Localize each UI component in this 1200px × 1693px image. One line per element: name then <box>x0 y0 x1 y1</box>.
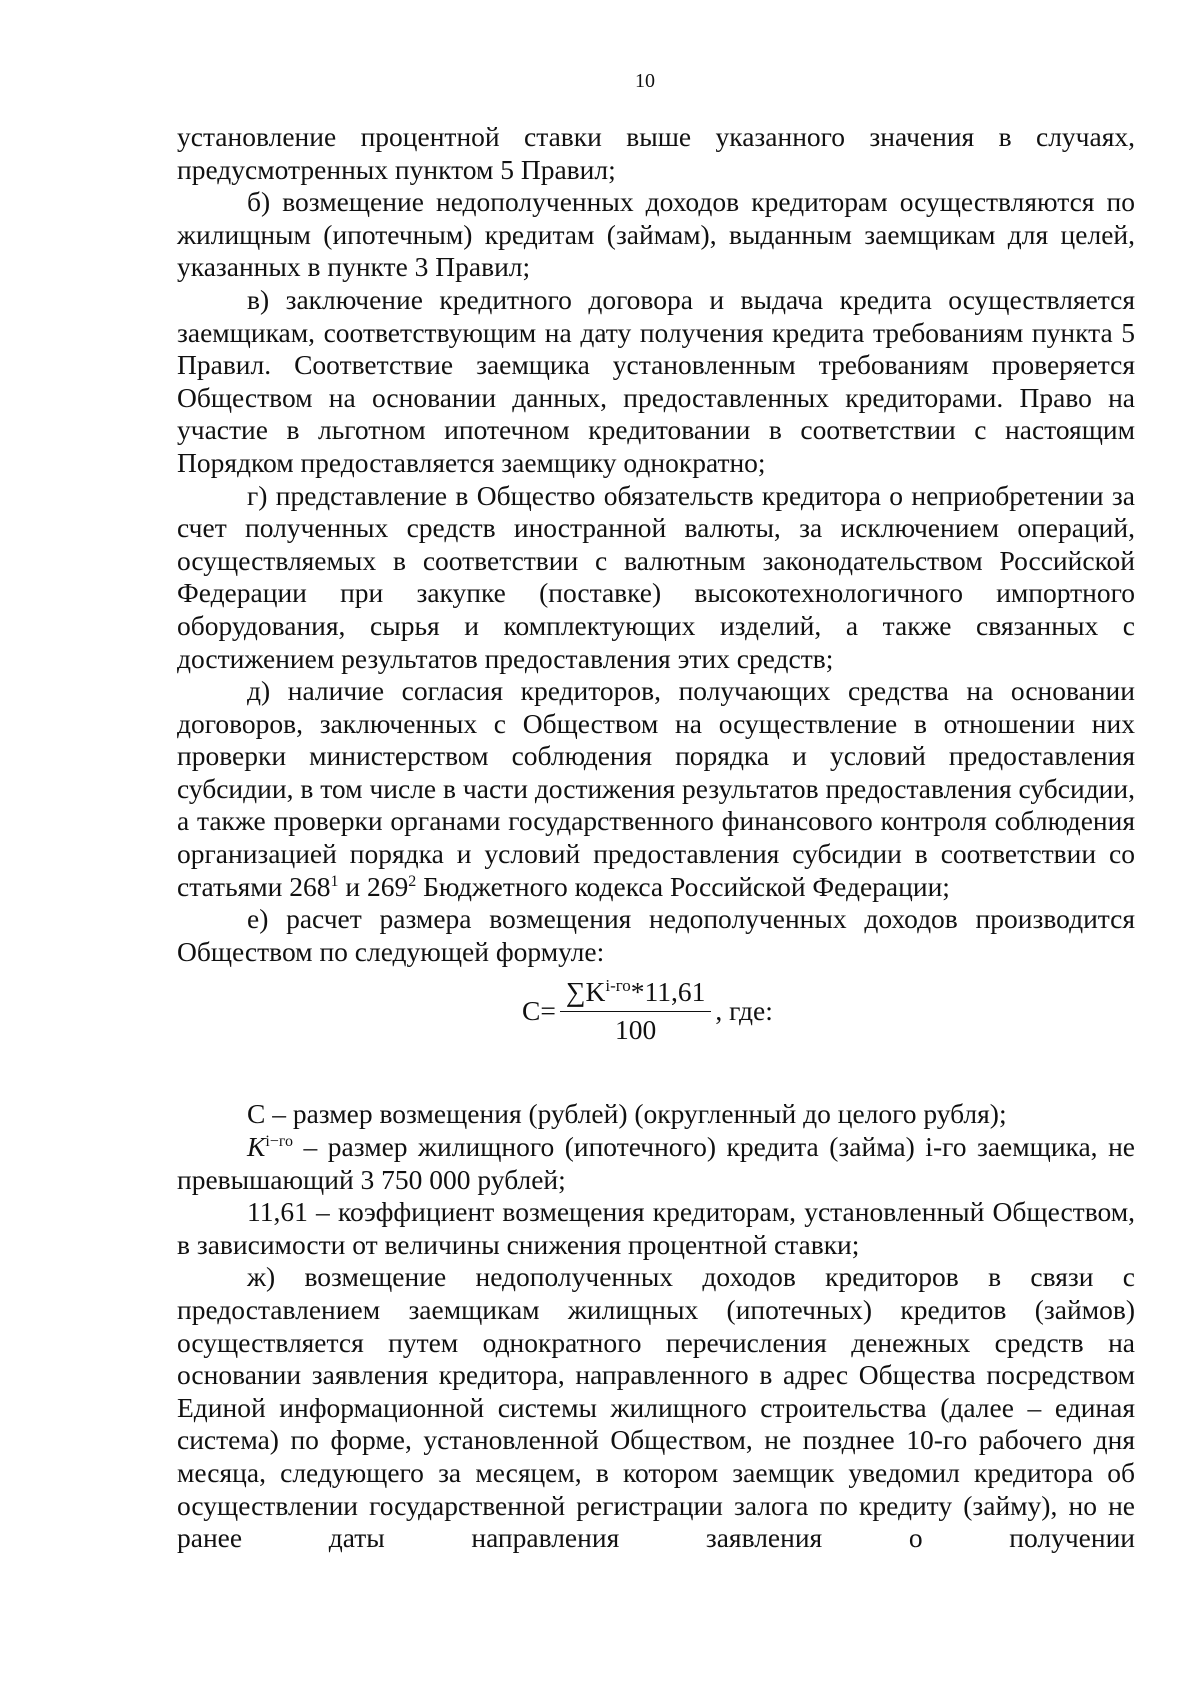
paragraph-b: б) возмещение недополученных доходов кредиторам осуществляются по жилищным (ипотечным) кредитам (займам), выданным заемщикам для целей, указанных в пункте 3 Правил; <box>177 186 1135 283</box>
definition-k-superscript: i−го <box>265 1132 293 1150</box>
page-number: 10 <box>635 70 655 92</box>
definition-c: С – размер возмещения (рублей) (округленный до целого рубля); <box>247 1098 1007 1130</box>
definition-k-text: – размер жилищного (ипотечного) кредита (займа) i-го заемщика, не превышающий 3 750 000 рублей; <box>177 1131 1135 1195</box>
paragraph-g: г) представление в Общество обязательств кредитора о неприобретении за счет полученных средств иностранной валюты, за исключением операций, осуществляемых в соответствии с валютным законодательством Российской Федерации при закупке (поставке) высокотехнологичного импортного оборудования, сырья и комплектующих изделий, а также связанных с достижением результатов предоставления этих средств; <box>177 479 1135 674</box>
formula-variable-k: K <box>585 976 606 1008</box>
paragraph-d-text-2: и 269 <box>338 870 409 902</box>
paragraph-rate-exception: установление процентной ставки выше указанного значения в случаях, предусмотренных пунктом 5 Правил; <box>177 121 1135 185</box>
formula-numerator <box>560 976 712 1012</box>
paragraph-d <box>177 675 1135 903</box>
formula-lhs: C= <box>522 995 556 1027</box>
formula-suffix: , где: <box>715 995 773 1027</box>
reimbursement-formula <box>522 976 773 1046</box>
paragraph-d-superscript-1: 1 <box>330 872 339 890</box>
formula-variable-k-superscript: i-го <box>605 976 631 996</box>
paragraph-d-text-1: д) наличие согласия кредиторов, получающих средства на основании договоров, заключенных с Обществом на осуществление в отношении них проверки министерством соблюдения порядка и условий предоставления субсидии, в том числе в части достижения результатов предоставления субсидии, а также проверки органами государственного финансового контроля соблюдения организацией порядка и условий предоставления субсидии в соответствии со статьями 268 <box>177 675 1135 902</box>
paragraph-v: в) заключение кредитного договора и выдача кредита осуществляется заемщикам, соответствующим на дату получения кредита требованиям пункта 5 Правил. Соответствие заемщика установленным требованиям проверяется Обществом на основании данных, предоставленных кредиторами. Право на участие в льготном ипотечном кредитовании в соответствии с настоящим Порядком предоставляется заемщику однократно; <box>177 283 1135 478</box>
paragraph-e: е) расчет размера возмещения недополученных доходов производится Обществом по следующей формуле: <box>177 903 1135 967</box>
document-body <box>177 121 1135 1555</box>
formula-sum-symbol: ∑ <box>565 976 586 1008</box>
formula-block <box>177 968 1135 1098</box>
formula-denominator: 100 <box>615 1014 657 1046</box>
definition-k <box>177 1131 1135 1196</box>
paragraph-d-superscript-2: 2 <box>408 872 417 890</box>
paragraph-zh: ж) возмещение недополученных доходов кредиторов в связи с предоставлением заемщикам жилищных (ипотечных) кредитов (займов) осуществляется путем однократного перечисления денежных средств на основании заявления кредитора, направленного в адрес Общества посредством Единой информационной системы жилищного строительства (далее – единая система) по форме, установленной Обществом, не позднее 10-го рабочего дня месяца, следующего за месяцем, в котором заемщик уведомил кредитора об осуществлении государственной регистрации залога по кредиту (займу), но не ранее даты направления заявления о получении <box>177 1261 1135 1554</box>
definition-coefficient: 11,61 – коэффициент возмещения кредиторам, установленный Обществом, в зависимости от величины снижения процентной ставки; <box>177 1196 1135 1260</box>
formula-coefficient: *11,61 <box>630 976 706 1008</box>
formula-fraction <box>560 976 712 1046</box>
paragraph-d-text-3: Бюджетного кодекса Российской Федерации; <box>416 870 950 902</box>
definition-k-variable: K <box>247 1131 266 1163</box>
